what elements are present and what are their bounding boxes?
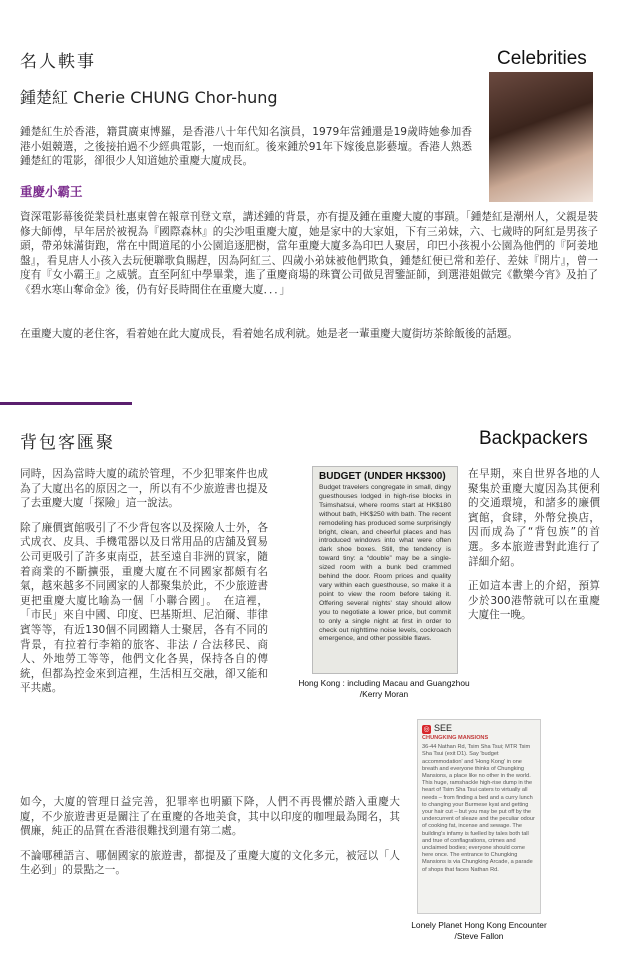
budget-guidebook-caption-author: /Kerry Moran: [359, 689, 409, 699]
section-heading-celebrities-en: Celebrities: [497, 48, 587, 69]
backpackers-bottom-para-2: 不論哪種語言、哪個國家的旅遊書，都提及了重慶大廈的文化多元，被冠以「人生必到」的景點之一。: [20, 849, 400, 877]
lonely-planet-heading: CHUNGKING MANSIONS: [422, 735, 489, 741]
lonely-planet-caption-title: Lonely Planet Hong Kong Encounter: [411, 920, 547, 930]
celebrity-story-text: 資深電影幕後從業員杜惠東曾在報章刊登文章，講述鍾的背景，亦有提及鍾在重慶大廈的事蹟。「鍾楚紅是潮州人，父親是裝修大師傅，早年居於被視為『國際森林』的尖沙咀重慶大廈，她是家中的大家姐，下有三弟妹，六、七歲時的阿紅是男孩子頭，帶弟妹滿街跑，常在中間道尾的小公園追逐肥樹，當年重慶大廈多為印巴人聚居，印巴小孩視小公園為他們的『阿姜地盤』，看見唐人小孩入去玩便聯歌負賜趕，因為阿紅三、四歲小弟妹被他們欺負，鍾楚紅便已常和差仔、差妹『開片』，曾一度有『女小霸王』之威號。直至阿紅中學畢業，進了重慶商場的珠寶公司做見習鑒証師，到選港姐做完《歡樂今宵》及拍了《碧水寒山奪命金》後，仍有好長時間住在重慶大廈．．．」: [20, 211, 598, 296]
backpackers-right-para-2: 正如這本書上的介紹，預算少於300港幣就可以在重慶大廈住一晚。: [468, 580, 600, 622]
celebrity-name-subtitle: 鍾楚紅 Cherie CHUNG Chor-hung: [20, 88, 278, 107]
celebrity-intro-text: 鍾楚紅生於香港，籍貫廣東博羅，是香港八十年代知名演員，1979年當鍾還是19歲時她參加香港小姐競選，之後接拍過不少經典電影，一炮而紅。後來鍾於91年下嫁後息影藝壇。香港人熟悉鍾楚紅的電影，卻很少人知道她於重慶大廈成長。: [20, 126, 472, 168]
budget-guidebook-scan: [312, 466, 458, 674]
backpackers-left-column: [20, 467, 268, 706]
section-heading-celebrities-zh: 名人軼事: [20, 52, 96, 72]
backpackers-left-para-1: 同時，因為當時大廈的疏於管理，不少犯罪案件也成為了大廈出名的原因之一，所以有不少旅遊書也提及了去重慶大廈「探險」這一說法。: [20, 468, 268, 510]
backpackers-bottom-para-1: 如今，大廈的管理日益完善，犯罪率也明顯下降，人們不再畏懼於踏入重慶大廈，不少旅遊書更是關注了在重慶的各地美食，其中以印度的咖哩最為聞名，其價廉，純正的品質在香港很難找到還有第二處。: [20, 796, 400, 838]
see-marker-icon: ◎: [423, 726, 430, 733]
budget-guidebook-caption: [278, 678, 490, 700]
see-label: SEE: [434, 723, 453, 733]
section-heading-backpackers-zh: 背包客匯聚: [20, 433, 115, 453]
section-divider: [0, 402, 132, 405]
budget-guidebook-title: BUDGET (UNDER HK$300): [319, 471, 446, 482]
lonely-planet-text: 36-44 Nathan Rd, Tsim Sha Tsui; MTR Tsim Sha Tsui (exit D1). Say 'budget accommodation' and 'Hong Kong' in one breath and everyone thinks of Chungking Mansions, a place like no other in the world. This huge, ramshackle high-rise dump in the heart of Tsim Sha Tsui caters to virtually all needs – from finding a bed and a curry lunch to changing your Burmese kyat and getting your hair cut – but you may be put off by the undercurrent of sleaze and the peculiar odour of cooking fat, incense and sewage. The building's infamy is fuelled by tales both tall and true of conflagrations, crimes and unclaimed bodies; everyone should come here once. The entrance to Chungking Mansions is via Chungking Arcade, a parade of shops that faces Nathan Rd.: [422, 744, 535, 873]
budget-guidebook-text: Budget travelers congregate in small, dingy guesthouses lodged in high-rise blocks in Tsimshatsui, where rooms start at HK$180 without bath, HK$250 with bath. The recent remodeling has produced some surprisingly bright, clean, and cheerful places and has introduced windows into what were often dark shoe boxes. Still, the tendency is toward tiny: a “double” may be a single-sized room with a bunk bed crammed behind the door. Room prices and quality vary within each guesthouse, so make it a point to view the room before taking it. Offering several nights' stay should allow you to negotiate a lower price, but commit to only a single night at first in order to check out nighttime noise levels, cockroach emergence, and other possible flaws.: [319, 484, 451, 643]
lonely-planet-caption-author: /Steve Fallon: [454, 931, 504, 941]
cherie-chung-portrait-photo: [489, 72, 593, 202]
backpackers-right-column: [468, 467, 600, 633]
backpackers-bottom-text: [20, 795, 400, 888]
lonely-planet-guidebook-scan: [417, 719, 541, 914]
backpackers-right-para-1: 在早期，來自世界各地的人聚集於重慶大廈因為其便利的交通環境，和諸多的廉價賓館，食肆，外幣兌換店，因而成為了“背包族”的首選。多本旅遊書對此進行了詳細介紹。: [468, 468, 600, 568]
budget-guidebook-caption-title: Hong Kong : including Macau and Guangzhou: [298, 678, 470, 688]
lonely-planet-caption: [380, 920, 578, 942]
section-heading-backpackers-en: Backpackers: [479, 428, 588, 449]
celebrity-closing-text: 在重慶大廈的老住客，看着她在此大廈成長，看着她名成利就。她是老一輩重慶大廈街坊茶餘飯後的話題。: [20, 328, 518, 340]
celebrity-kicker-title: 重慶小霸王: [20, 184, 83, 199]
backpackers-left-para-2: 除了廉價賓館吸引了不少背包客以及探險人士外，各式成衣、皮具、手機電器以及日常用品的店舖及貿易公司更吸引了許多東南亞，甚至遠自非洲的買家，隨着商業的不斷擴張，重慶大廈在不同國家都頗有名氣，越來越多不同國家的人都聚集於此，不少旅遊書更把重慶大廈比喻為一個「小聯合國」。 在這裡，「市民」來自中國、印度、巴基斯坦、尼泊爾、菲律賓等等，有近130個不同國籍人士聚居，各有不同的背景，有拉着行李箱的旅客、非法 / 合法移民、商人、外地勞工等等，他們文化各異，保持各自的傳統，但都為控金來到這裡，生活相互交融，卻又能和平共處。: [20, 521, 268, 695]
